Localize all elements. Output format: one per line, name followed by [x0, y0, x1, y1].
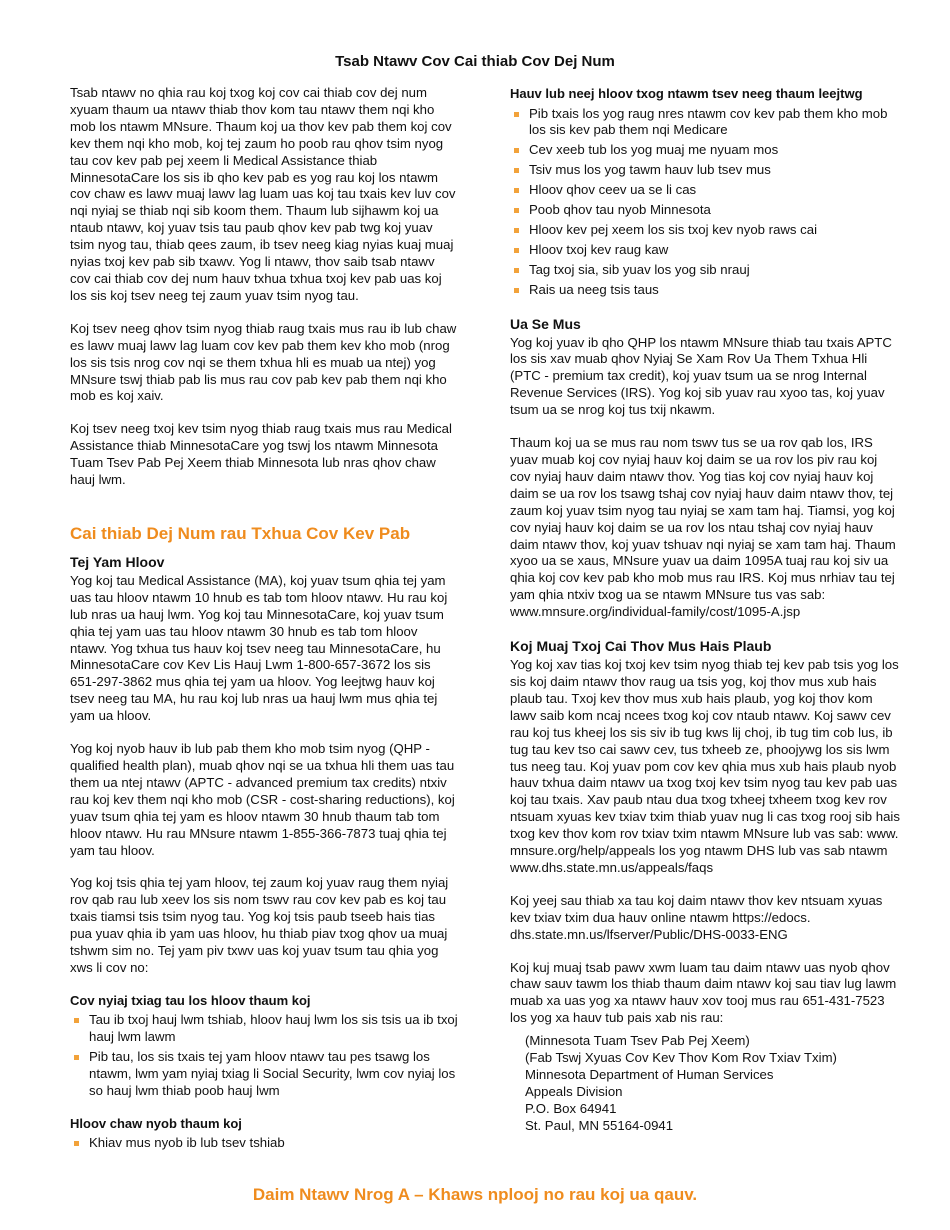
- list-item: Hloov txoj kev raug kaw: [510, 242, 900, 259]
- appeal-heading: Koj Muaj Txoj Cai Thov Mus Hais Plaub: [510, 638, 772, 655]
- bullet-icon: [74, 1055, 79, 1060]
- list-item: Tag txoj sia, sib yuav los yog sib nrauj: [510, 262, 900, 279]
- income-changes-list: [70, 1012, 458, 1100]
- bullet-icon: [514, 208, 519, 213]
- bullet-icon: [514, 188, 519, 193]
- address-line: P.O. Box 64941: [525, 1100, 617, 1116]
- bullet-icon: [514, 148, 519, 153]
- list-item: Pib tau, los sis txais tej yam hloov ntawv tau pes tsawg los ntawm, lwm yam nyiaj txiag li Social Security, lwm cov nyiaj los so hauj lwm thiab poob hauj lwm: [70, 1049, 458, 1100]
- bullet-icon: [74, 1141, 79, 1146]
- taxes-paragraph-2: Thaum koj ua se mus rau nom tswv tus se ua rov qab los, IRS yuav muab koj cov nyiaj hauv koj daim se ua rov los piv rau koj cov nyiaj hauv daim ntawv thov. Yog tias koj cov nyiaj hauv koj daim se ua rov los tsawg tshaj cov nyiaj hauv daim ntawv thov, tej zaum koj yuav tsim nyog tau nyiaj se xam tam haj. Tiamsi, yog koj cov nyiaj hauv koj daim se ua rov los ntau tshaj cov nyiaj hauv daim ntawv thov, koj yuav tshuav nqi nyiaj se xam tam haj. Thaum xyoo ua se xaus, MNsure yuav ua daim 1095A tuaj rau koj siv ua qhia koj cov kev pab kho mob mus rau IRS. Koj mus nrhiav tau tej yam qhia ntxiv txog ua se ntawm MNsure tus vas sab: www.mnsure.org/individual-family/cost/1095-A.jsp: [510, 435, 896, 620]
- bullet-icon: [514, 268, 519, 273]
- appeal-paragraph-2: Koj yeej sau thiab xa tau koj daim ntawv thov kev ntsuam xyuas kev txiav txim dua hauv online ntawm https://edocs. dhs.state.mn.us/lfserver/Public/DHS-0033-ENG: [510, 892, 883, 942]
- address-changes-list: [70, 1135, 458, 1152]
- bullet-icon: [514, 112, 519, 117]
- list-item: Poob qhov tau nyob Minnesota: [510, 202, 900, 219]
- page-title: Tsab Ntawv Cov Cai thiab Cov Dej Num: [335, 53, 615, 70]
- bullet-icon: [514, 228, 519, 233]
- bullet-icon: [514, 248, 519, 253]
- address-changes-heading: Hloov chaw nyob thaum koj: [70, 1115, 242, 1131]
- bullet-icon: [74, 1018, 79, 1023]
- left-column: [70, 85, 458, 1168]
- changes-paragraph-2: Yog koj nyob hauv ib lub pab them kho mob tsim nyog (QHP - qualified health plan), muab qhov nqi se ua txhua hli them uas tau them ua ntej ntawv (APTC - advanced premium tax credits) ntxiv rau koj kev them nqi kho mob (CSR - cost-sharing reductions), koj yuav tsum qhia tej yam es hloov ntawm 30 hnub thaum tab tom hloov ntawv. Hu rau MNsure ntawm 1-855-366-7873 tuaj qhia tej yam tau hloov.: [70, 741, 455, 858]
- appeal-paragraph-1: Yog koj xav tias koj txoj kev tsim nyog thiab tej kev pab tsis yog los sis koj daim ntawv thov raug ua tsis yog, koj thov mus xub hais plaub tau. Txoj kev thov mus xub hais plaub, yog koj thov kom lawv saib kom ncaj ncees txog koj cov ntaub ntawv. Koj sawv cev rau koj tus kheej los sis siv ib tug kws lij choj, ib tug tim cob lus, ib tug tau kev tso cai sawv cev, tus txheeb ze, phoojywg los sis lwm tus neeg tau. Koj yuav pom cov kev qhia mus xub hais plaub nyob hauv txhua daim ntawv ua txog txoj kev tsim nyog tau kev pab uas koj tau txais. Xav paub ntau dua txog txheej txheem txog kev rov ntsuam xyuas kev txiav txim thiab yuav nug li cas txog rooj sib hais txog kev thov kom rov txiav txim ntawm MNsure lub vas sab: www. mnsure.org/help/appeals los yog ntawm DHS lub vas sab ntawm www.dhs.state.mn.us/appeals/faqs: [510, 657, 900, 875]
- changes-paragraph-1: Yog koj tau Medical Assistance (MA), koj yuav tsum qhia tej yam uas tau hloov ntawm 10 hnub es tab tom hloov ntawv. Hu rau koj lub nras ua hauj lwm. Yog koj tau MinnesotaCare, koj yuav tsum qhia tej yam uas tau hloov ntawm 30 hnub es tab tom hloov ntawv. Yog txhua tus hauv koj tsev neeg tau MinnesotaCare, hu MinnesotaCare cov Kev Lis Hauj Lwm 1-800-657-3672 los sis 651-297-3862 mus qhia tej yam ua hloov. Yog leejtwg hauv koj tsev neeg tau MA, hu rau koj lub nras ua hauj lwm mus qhia tej yam ua hloov.: [70, 572, 448, 724]
- address-line: (Fab Tswj Xyuas Cov Kev Thov Kom Rov Txiav Txim): [525, 1050, 837, 1066]
- address-line: Minnesota Department of Human Services: [525, 1067, 774, 1082]
- intro-paragraph-2: Koj tsev neeg qhov tsim nyog thiab raug txais mus rau ib lub chaw es lawv muaj lawv lag luam cov kev pab them kev kho mob (nrog los sis tsis nrog cov nqi se them txhua hli es muab ua ntej) yog MNsure tswj thiab pab lis mus rau cov pab kev pab them nqi kho mob es koj xaiv.: [70, 320, 457, 404]
- mailing-address: [510, 1033, 900, 1134]
- address-line: Appeals Division: [525, 1083, 623, 1099]
- list-item: Tau ib txoj hauj lwm tshiab, hloov hauj lwm los sis tsis ua ib txoj hauj lwm lawm: [70, 1012, 458, 1046]
- list-item: Khiav mus nyob ib lub tsev tshiab: [70, 1135, 458, 1152]
- bullet-icon: [514, 288, 519, 293]
- list-item: Rais ua neeg tsis taus: [510, 282, 900, 299]
- list-item: Cev xeeb tub los yog muaj me nyuam mos: [510, 142, 900, 159]
- address-line: St. Paul, MN 55164-0941: [525, 1117, 674, 1133]
- income-changes-heading: Cov nyiaj txiag tau los hloov thaum koj: [70, 992, 311, 1008]
- section-title: Cai thiab Dej Num rau Txhua Cov Kev Pab: [70, 523, 411, 543]
- changes-paragraph-3: Yog koj tsis qhia tej yam hloov, tej zaum koj yuav raug them nyiaj rov qab rau lub xeev los sis nom tswv rau cov kev pab es koj tau txais tiamsi tsis tsim nyog tau. Yog koj tsis paub tseeb hais tias pua yuav qhia ib yam uas hloov, hu thiab piav txog qhov ua muaj tshwm sim no. Tej yam piv txwv uas koj yuav tsum tau qhia yog xws li cov no:: [70, 875, 449, 975]
- taxes-paragraph-1: Yog koj yuav ib qho QHP los ntawm MNsure thiab tau txais APTC los sis xav muab qhov Nyiaj Se Xam Rov Ua Them Txhua Hli (PTC - premium tax credit), koj yuav tsum ua se nrog Internal Revenue Services (IRS). Yog koj sib yuav rau xyoo tas, koj yuav tsum ua se nrog koj tus txij nkawm.: [510, 334, 892, 418]
- address-line: (Minnesota Tuam Tsev Pab Pej Xeem): [525, 1033, 750, 1049]
- taxes-heading: Ua Se Mus: [510, 315, 581, 332]
- changes-heading: Tej Yam Hloov: [70, 553, 165, 570]
- right-column: [510, 86, 900, 1135]
- list-item: Hloov kev pej xeem los sis txoj kev nyob raws cai: [510, 222, 900, 239]
- list-item: Tsiv mus los yog tawm hauv lub tsev mus: [510, 162, 900, 179]
- list-item: Hloov qhov ceev ua se li cas: [510, 182, 900, 199]
- household-changes-list: [510, 106, 900, 299]
- list-item: Pib txais los yog raug nres ntawm cov kev pab them kho mob los sis kev pab them nqi Medicare: [510, 106, 900, 140]
- intro-paragraph-1: Tsab ntawv no qhia rau koj txog koj cov cai thiab cov dej num xyuam thaum ua ntawv thiab thov kom tau ntawv them nqi kho mob los ntawm MNsure. Thaum koj ua thov kev pab them koj cov kev them nqi kho mob, koj tej zaum ho poob rau qhov tsim nyog tau cov kev pab pej xeem li Medical Assistance thiab MinnesotaCare los sis ib qho kev pab es yog rau koj los ntawm cov chaw es lawv muaj lawv lag luam uas koj tau txais kev luv cov nqi nyiaj se thiab nqi sib koom them. Thaum lub sijhawm koj ua ntaub ntawv, koj yuav tsis tau paub qhov kev pab twg koj yuav tsim nyog tau, thiab qees zaum, ib tsev neeg kiag nyias kuaj muaj nyias txoj kev pab sib txawv. Yog li ntawv, thov saib tsab ntawv cov cai thiab cov dej num hauv txhua txhua txoj kev pab uas koj los sis koj tsev neeg tej zaum yuav tsim nyog tau.: [70, 85, 456, 303]
- household-changes-heading: Hauv lub neej hloov txog ntawm tsev neeg thaum leejtwg: [510, 86, 863, 101]
- intro-paragraph-3: Koj tsev neeg txoj kev tsim nyog thiab raug txais mus rau Medical Assistance thiab MinnesotaCare yog tswj los ntawm Minnesota Tuam Tsev Pab Pej Xeem thiab Minnesota lub nras qhov chaw hauj lwm.: [70, 421, 452, 488]
- bullet-icon: [514, 168, 519, 173]
- footer-note: Daim Ntawv Nrog A – Khaws nplooj no rau koj ua qauv.: [252, 1185, 698, 1204]
- appeal-paragraph-3: Koj kuj muaj tsab pawv xwm luam tau daim ntawv uas nyob qhov chaw sauv tawm los thiab thaum daim ntawv koj sau tiav lug lawm muab xa uas yog xa ntawv hauv xov tooj mus rau 651-431-7523 los yog xa hauv tub pais xab nis rau:: [510, 959, 897, 1026]
